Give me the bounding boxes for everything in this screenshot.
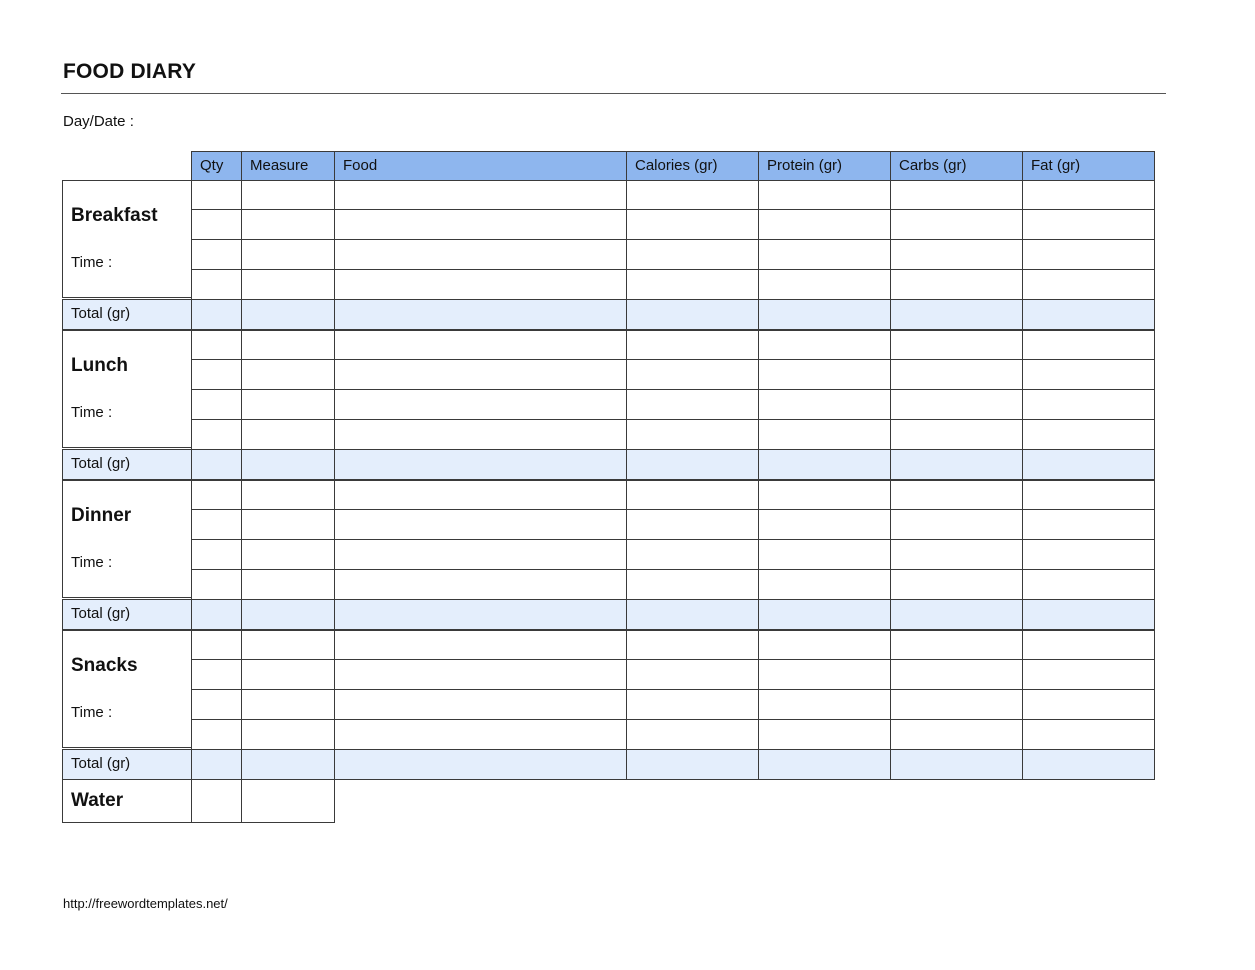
entry-cell[interactable] bbox=[758, 719, 891, 750]
entry-cell[interactable] bbox=[758, 359, 891, 390]
entry-cell[interactable] bbox=[1022, 269, 1155, 300]
entry-cell[interactable] bbox=[758, 630, 891, 660]
entry-cell[interactable] bbox=[1022, 239, 1155, 270]
entry-cell[interactable] bbox=[191, 689, 242, 720]
entry-cell[interactable] bbox=[1022, 569, 1155, 600]
entry-cell[interactable] bbox=[1022, 359, 1155, 390]
entry-cell[interactable] bbox=[241, 539, 335, 570]
entry-cell[interactable] bbox=[1022, 689, 1155, 720]
total-cell[interactable] bbox=[626, 599, 759, 630]
entry-cell[interactable] bbox=[890, 330, 1023, 360]
total-cell[interactable] bbox=[890, 599, 1023, 630]
day-date-label: Day/Date : bbox=[63, 113, 134, 130]
entry-cell[interactable] bbox=[758, 539, 891, 570]
entry-cell[interactable] bbox=[334, 509, 627, 540]
entry-cell[interactable] bbox=[626, 239, 759, 270]
entry-cell[interactable] bbox=[758, 239, 891, 270]
entry-cell[interactable] bbox=[626, 630, 759, 660]
water-entry-cell[interactable] bbox=[241, 779, 335, 823]
meal-label-cell bbox=[62, 180, 192, 298]
entry-cell[interactable] bbox=[191, 209, 242, 240]
entry-cell[interactable] bbox=[1022, 630, 1155, 660]
page-title: FOOD DIARY bbox=[63, 60, 197, 83]
total-cell[interactable] bbox=[1022, 449, 1155, 480]
meal-name: Lunch bbox=[71, 355, 128, 376]
entry-cell[interactable] bbox=[890, 389, 1023, 420]
entry-cell[interactable] bbox=[626, 569, 759, 600]
total-cell[interactable] bbox=[626, 449, 759, 480]
column-header: Qty bbox=[191, 151, 242, 181]
entry-cell[interactable] bbox=[334, 419, 627, 450]
total-cell[interactable] bbox=[241, 749, 335, 780]
entry-cell[interactable] bbox=[241, 719, 335, 750]
entry-cell[interactable] bbox=[890, 209, 1023, 240]
entry-cell[interactable] bbox=[1022, 419, 1155, 450]
total-cell[interactable] bbox=[191, 599, 242, 630]
meal-name: Dinner bbox=[71, 505, 132, 526]
entry-cell[interactable] bbox=[1022, 209, 1155, 240]
entry-cell[interactable] bbox=[890, 239, 1023, 270]
entry-cell[interactable] bbox=[1022, 480, 1155, 510]
entry-cell[interactable] bbox=[626, 180, 759, 210]
entry-cell[interactable] bbox=[1022, 659, 1155, 690]
entry-cell[interactable] bbox=[191, 359, 242, 390]
entry-cell[interactable] bbox=[191, 419, 242, 450]
title-divider bbox=[61, 93, 1166, 94]
entry-cell[interactable] bbox=[334, 330, 627, 360]
entry-cell[interactable] bbox=[191, 239, 242, 270]
column-header: Carbs (gr) bbox=[890, 151, 1023, 181]
entry-cell[interactable] bbox=[890, 539, 1023, 570]
entry-cell[interactable] bbox=[334, 480, 627, 510]
total-cell[interactable] bbox=[191, 749, 242, 780]
entry-cell[interactable] bbox=[890, 180, 1023, 210]
entry-cell[interactable] bbox=[191, 480, 242, 510]
entry-cell[interactable] bbox=[758, 419, 891, 450]
total-cell[interactable] bbox=[334, 299, 627, 330]
entry-cell[interactable] bbox=[758, 659, 891, 690]
entry-cell[interactable] bbox=[626, 719, 759, 750]
entry-cell[interactable] bbox=[241, 269, 335, 300]
entry-cell[interactable] bbox=[626, 389, 759, 420]
total-cell[interactable] bbox=[890, 299, 1023, 330]
entry-cell[interactable] bbox=[758, 209, 891, 240]
entry-cell[interactable] bbox=[890, 689, 1023, 720]
meal-label-cell bbox=[62, 630, 192, 748]
meal-label-cell bbox=[62, 330, 192, 448]
total-cell[interactable] bbox=[758, 299, 891, 330]
entry-cell[interactable] bbox=[1022, 180, 1155, 210]
entry-cell[interactable] bbox=[241, 180, 335, 210]
entry-cell[interactable] bbox=[241, 659, 335, 690]
column-header: Measure bbox=[241, 151, 335, 181]
total-cell[interactable] bbox=[758, 749, 891, 780]
total-cell[interactable] bbox=[758, 449, 891, 480]
total-cell[interactable] bbox=[334, 449, 627, 480]
meal-time-label: Time : bbox=[71, 554, 113, 571]
entry-cell[interactable] bbox=[890, 509, 1023, 540]
entry-cell[interactable] bbox=[334, 269, 627, 300]
entry-cell[interactable] bbox=[890, 269, 1023, 300]
entry-cell[interactable] bbox=[191, 539, 242, 570]
entry-cell[interactable] bbox=[241, 209, 335, 240]
total-cell[interactable] bbox=[758, 599, 891, 630]
entry-cell[interactable] bbox=[241, 689, 335, 720]
entry-cell[interactable] bbox=[334, 180, 627, 210]
total-row-label: Total (gr) bbox=[62, 749, 192, 780]
meal-time-label: Time : bbox=[71, 254, 113, 271]
total-cell[interactable] bbox=[191, 299, 242, 330]
entry-cell[interactable] bbox=[626, 330, 759, 360]
entry-cell[interactable] bbox=[191, 269, 242, 300]
entry-cell[interactable] bbox=[191, 389, 242, 420]
column-header: Food bbox=[334, 151, 627, 181]
total-cell[interactable] bbox=[241, 599, 335, 630]
total-cell[interactable] bbox=[241, 299, 335, 330]
entry-cell[interactable] bbox=[1022, 719, 1155, 750]
entry-cell[interactable] bbox=[191, 569, 242, 600]
entry-cell[interactable] bbox=[890, 419, 1023, 450]
total-cell[interactable] bbox=[890, 749, 1023, 780]
entry-cell[interactable] bbox=[241, 239, 335, 270]
meal-name: Snacks bbox=[71, 655, 138, 676]
total-row-label: Total (gr) bbox=[62, 299, 192, 330]
entry-cell[interactable] bbox=[241, 480, 335, 510]
footer-url[interactable]: http://freewordtemplates.net/ bbox=[63, 896, 228, 911]
total-cell[interactable] bbox=[334, 749, 627, 780]
entry-cell[interactable] bbox=[626, 689, 759, 720]
entry-cell[interactable] bbox=[758, 389, 891, 420]
total-row-label: Total (gr) bbox=[62, 599, 192, 630]
total-cell[interactable] bbox=[334, 599, 627, 630]
entry-cell[interactable] bbox=[334, 539, 627, 570]
total-cell[interactable] bbox=[890, 449, 1023, 480]
entry-cell[interactable] bbox=[890, 659, 1023, 690]
total-cell[interactable] bbox=[626, 299, 759, 330]
total-cell[interactable] bbox=[241, 449, 335, 480]
total-cell[interactable] bbox=[626, 749, 759, 780]
entry-cell[interactable] bbox=[191, 630, 242, 660]
column-header: Fat (gr) bbox=[1022, 151, 1155, 181]
entry-cell[interactable] bbox=[758, 269, 891, 300]
entry-cell[interactable] bbox=[1022, 509, 1155, 540]
entry-cell[interactable] bbox=[890, 719, 1023, 750]
column-header: Calories (gr) bbox=[626, 151, 759, 181]
entry-cell[interactable] bbox=[241, 569, 335, 600]
total-row-label: Total (gr) bbox=[62, 449, 192, 480]
entry-cell[interactable] bbox=[626, 359, 759, 390]
entry-cell[interactable] bbox=[241, 419, 335, 450]
entry-cell[interactable] bbox=[890, 569, 1023, 600]
entry-cell[interactable] bbox=[626, 209, 759, 240]
entry-cell[interactable] bbox=[626, 509, 759, 540]
entry-cell[interactable] bbox=[241, 509, 335, 540]
entry-cell[interactable] bbox=[1022, 539, 1155, 570]
entry-cell[interactable] bbox=[626, 269, 759, 300]
meal-label-cell bbox=[62, 480, 192, 598]
entry-cell[interactable] bbox=[890, 480, 1023, 510]
meal-time-label: Time : bbox=[71, 704, 113, 721]
entry-cell[interactable] bbox=[758, 509, 891, 540]
entry-cell[interactable] bbox=[758, 569, 891, 600]
water-label-cell bbox=[62, 779, 192, 823]
entry-cell[interactable] bbox=[626, 539, 759, 570]
entry-cell[interactable] bbox=[191, 659, 242, 690]
meal-time-label: Time : bbox=[71, 404, 113, 421]
entry-cell[interactable] bbox=[758, 330, 891, 360]
total-cell[interactable] bbox=[191, 449, 242, 480]
water-label: Water bbox=[71, 790, 124, 811]
entry-cell[interactable] bbox=[334, 389, 627, 420]
meal-name: Breakfast bbox=[71, 205, 158, 226]
entry-cell[interactable] bbox=[241, 630, 335, 660]
entry-cell[interactable] bbox=[890, 359, 1023, 390]
total-cell[interactable] bbox=[1022, 599, 1155, 630]
entry-cell[interactable] bbox=[334, 630, 627, 660]
entry-cell[interactable] bbox=[758, 480, 891, 510]
entry-cell[interactable] bbox=[191, 330, 242, 360]
entry-cell[interactable] bbox=[758, 180, 891, 210]
entry-cell[interactable] bbox=[890, 630, 1023, 660]
water-entry-cell[interactable] bbox=[191, 779, 242, 823]
entry-cell[interactable] bbox=[191, 180, 242, 210]
entry-cell[interactable] bbox=[334, 209, 627, 240]
entry-cell[interactable] bbox=[334, 359, 627, 390]
entry-cell[interactable] bbox=[626, 659, 759, 690]
total-cell[interactable] bbox=[1022, 299, 1155, 330]
entry-cell[interactable] bbox=[334, 239, 627, 270]
entry-cell[interactable] bbox=[1022, 330, 1155, 360]
entry-cell[interactable] bbox=[334, 569, 627, 600]
entry-cell[interactable] bbox=[334, 689, 627, 720]
total-cell[interactable] bbox=[1022, 749, 1155, 780]
entry-cell[interactable] bbox=[241, 389, 335, 420]
entry-cell[interactable] bbox=[626, 480, 759, 510]
column-header: Protein (gr) bbox=[758, 151, 891, 181]
entry-cell[interactable] bbox=[626, 419, 759, 450]
entry-cell[interactable] bbox=[191, 719, 242, 750]
entry-cell[interactable] bbox=[334, 719, 627, 750]
entry-cell[interactable] bbox=[191, 509, 242, 540]
entry-cell[interactable] bbox=[1022, 389, 1155, 420]
entry-cell[interactable] bbox=[241, 359, 335, 390]
entry-cell[interactable] bbox=[241, 330, 335, 360]
entry-cell[interactable] bbox=[334, 659, 627, 690]
entry-cell[interactable] bbox=[758, 689, 891, 720]
